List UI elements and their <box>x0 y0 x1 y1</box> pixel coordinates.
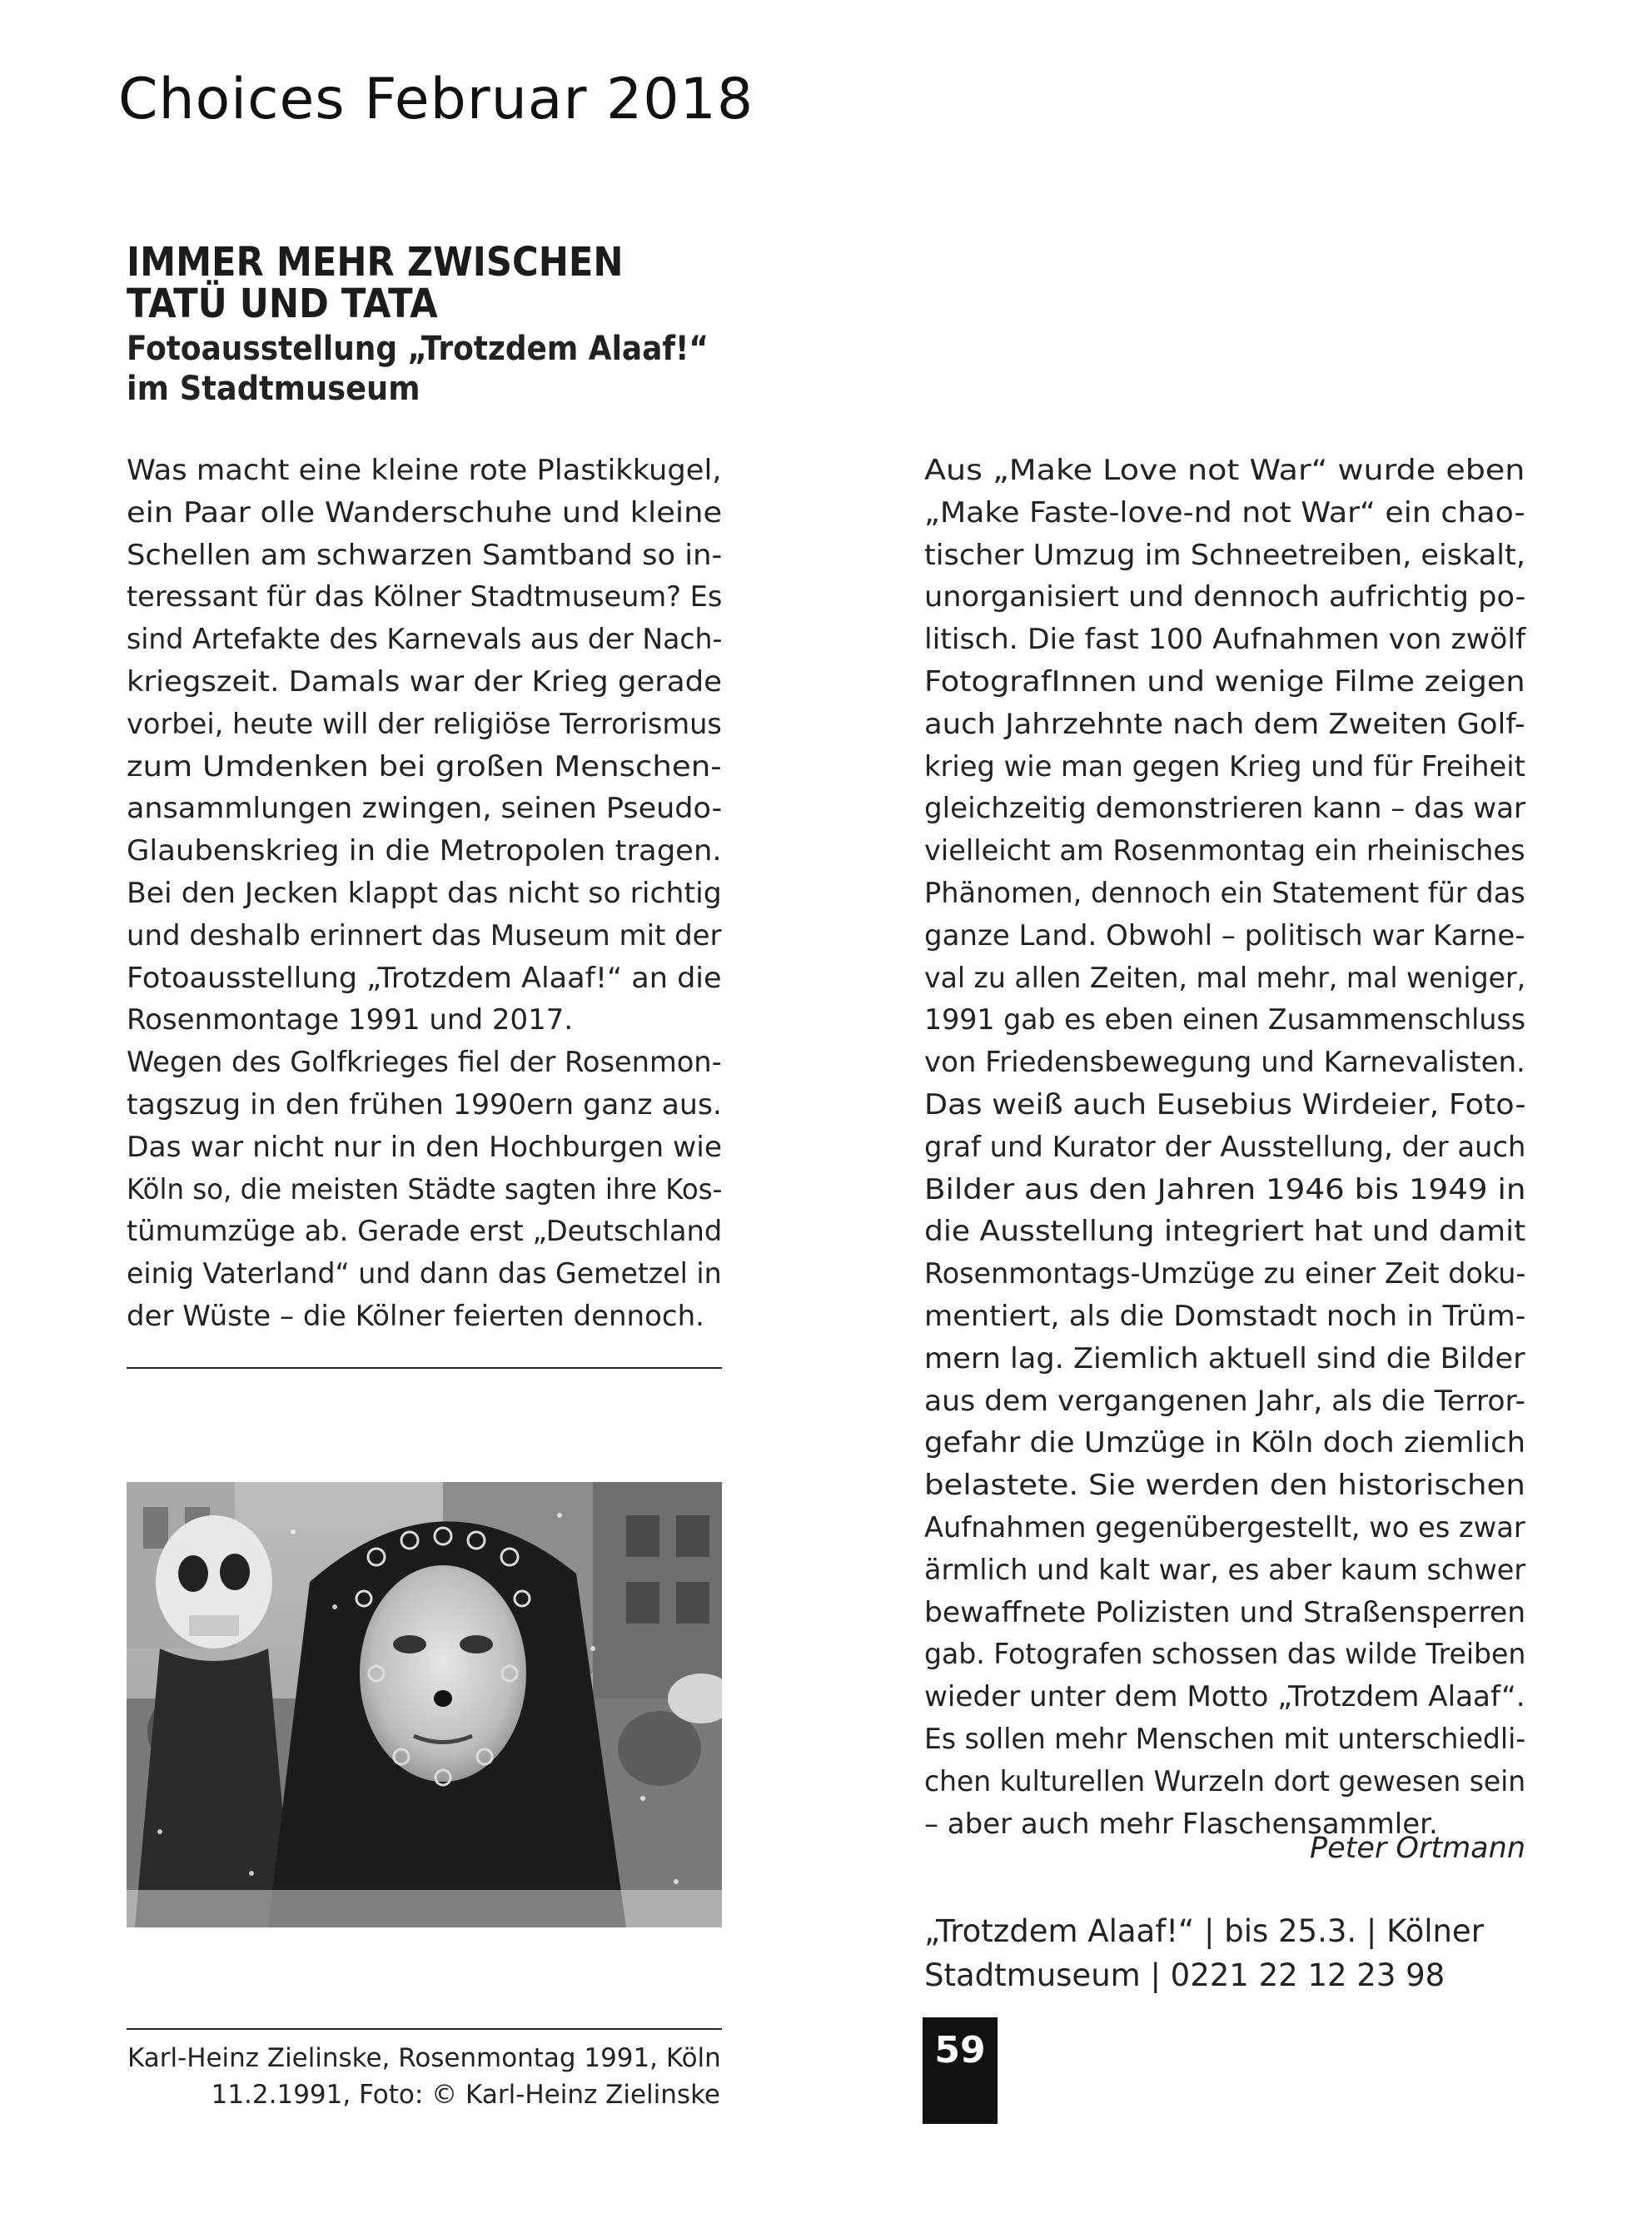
text-line: einig Vaterland“ und dann das Gemetzel in <box>127 1257 722 1291</box>
page-number: 59 <box>923 2017 998 2124</box>
text-line: Köln so, die meisten Städte sagten ihre Kos- <box>127 1172 723 1206</box>
text-line: vorbei, heute will der religiöse Terrorismus <box>127 707 722 741</box>
text-line: ärmlich und kalt war, es aber kaum schwer <box>924 1553 1526 1587</box>
text-line: von Friedensbewegung und Karnevalisten. <box>924 1046 1525 1080</box>
info-line: Stadtmuseum | 0221 22 12 23 98 <box>924 1957 1446 1993</box>
text-line: ansammlungen zwingen, seinen Pseudo- <box>127 792 723 826</box>
text-line: chen kulturellen Wurzeln dort gewesen sein <box>924 1764 1526 1798</box>
magazine-header: Choices Februar 2018 <box>118 67 754 132</box>
text-line: Schellen am schwarzen Samtband so in- <box>127 538 723 572</box>
text-line: Rosenmontage 1991 und 2017. <box>127 1003 574 1037</box>
text-line: der Wüste – die Kölner feierten dennoch. <box>127 1299 704 1333</box>
text-line: bewaffnete Polizisten und Straßensperren <box>924 1595 1526 1629</box>
text-line: „Make Faste-love-nd not War“ ein chao- <box>924 495 1525 530</box>
text-line: gefahr die Umzüge in Köln doch ziemlich <box>924 1426 1526 1460</box>
text-line: Rosenmontags-Umzüge zu einer Zeit doku- <box>924 1257 1526 1291</box>
carnival-photo-image <box>127 1482 722 1927</box>
text-line: FotografInnen und wenige Filme zeigen <box>924 664 1525 699</box>
caption-line: 11.2.1991, Foto: © Karl-Heinz Zielinske <box>211 2080 720 2110</box>
text-line: ein Paar olle Wanderschuhe und kleine <box>127 495 723 530</box>
text-line: gab. Fotografen schossen das wilde Treiben <box>924 1638 1526 1672</box>
text-line: tagszug in den frühen 1990ern ganz aus. <box>127 1087 722 1121</box>
photo-caption <box>127 2040 720 2113</box>
text-line: Phänomen, dennoch ein Statement für das <box>924 876 1525 910</box>
text-line: Aufnahmen gegenübergestellt, wo es zwar <box>924 1510 1525 1544</box>
text-line: graf und Kurator der Ausstellung, der auch <box>924 1130 1526 1164</box>
text-line: gleichzeitig demonstrieren kann – das war <box>924 792 1526 826</box>
text-line: mentiert, als die Domstadt noch in Trüm- <box>924 1299 1526 1333</box>
text-line: auch Jahrzehnte nach dem Zweiten Golf- <box>924 707 1525 741</box>
text-line: zum Umdenken bei großen Menschen- <box>127 749 722 783</box>
article-headline <box>127 241 666 325</box>
subhead-line: Fotoausstellung „Trotzdem Alaaf!“ <box>127 330 709 368</box>
text-line: teressant für das Kölner Stadtmuseum? Es <box>127 580 723 614</box>
text-line: sind Artefakte des Karnevals aus der Nach- <box>127 623 723 657</box>
article-text-right-column <box>924 450 1525 1845</box>
caption-line: Karl-Heinz Zielinske, Rosenmontag 1991, Köln <box>127 2043 721 2073</box>
text-line: val zu allen Zeiten, mal mehr, mal weniger, <box>924 961 1526 995</box>
divider-line <box>127 1367 722 1369</box>
text-line: tümumzüge ab. Gerade erst „Deutschland <box>127 1215 723 1249</box>
text-line: Was macht eine kleine rote Plastikkugel, <box>127 454 722 487</box>
subhead-line: im Stadtmuseum <box>127 370 420 408</box>
carnival-photo <box>127 1482 722 1927</box>
text-line: Das war nicht nur in den Hochburgen wie <box>127 1130 723 1164</box>
text-line: unorganisiert und dennoch aufrichtig po- <box>924 580 1526 614</box>
text-line: Bilder aus den Jahren 1946 bis 1949 in <box>924 1172 1526 1206</box>
article-subheadline <box>127 329 709 409</box>
text-line: Glaubenskrieg in die Metropolen tragen. <box>127 834 722 868</box>
info-line: „Trotzdem Alaaf!“ | bis 25.3. | Kölner <box>924 1913 1484 1949</box>
text-line: 1991 gab es eben einen Zusammenschluss <box>924 1003 1526 1037</box>
caption-divider-line <box>127 2028 722 2030</box>
text-line: mern lag. Ziemlich aktuell sind die Bilder <box>924 1341 1525 1375</box>
text-line: die Ausstellung integriert hat und damit <box>924 1215 1526 1249</box>
text-line: Aus „Make Love not War“ wurde eben <box>924 454 1525 487</box>
text-line: wieder unter dem Motto „Trotzdem Alaaf“. <box>924 1680 1525 1714</box>
text-line: vielleicht am Rosenmontag ein rheinisches <box>924 834 1525 868</box>
article-text-left-column <box>127 450 722 1338</box>
text-line: – aber auch mehr Flaschensammler. <box>924 1807 1438 1841</box>
text-line: Das weiß auch Eusebius Wirdeier, Foto- <box>924 1087 1526 1121</box>
headline-line: TATÜ UND TATA <box>127 281 438 327</box>
text-line: belastete. Sie werden den historischen <box>924 1469 1525 1503</box>
text-line: und deshalb erinnert das Museum mit der <box>127 918 722 952</box>
text-line: litisch. Die fast 100 Aufnahmen von zwölf <box>924 623 1526 657</box>
exhibition-info <box>924 1909 1525 1997</box>
text-line: Bei den Jecken klappt das nicht so richtig <box>127 876 722 910</box>
headline-line: IMMER MEHR ZWISCHEN <box>127 239 624 286</box>
text-line: aus dem vergangenen Jahr, als die Terror- <box>924 1384 1525 1418</box>
text-line: Es sollen mehr Menschen mit unterschiedli- <box>924 1722 1526 1756</box>
text-line: kriegszeit. Damals war der Krieg gerade <box>127 664 722 699</box>
text-line: Wegen des Golfkrieges fiel der Rosenmon- <box>127 1046 722 1080</box>
text-line: Fotoausstellung „Trotzdem Alaaf!“ an die <box>127 961 722 995</box>
text-line: tischer Umzug im Schneetreiben, eiskalt, <box>924 538 1525 572</box>
text-line: krieg wie man gegen Krieg und für Freiheit <box>924 749 1525 783</box>
article-author: Peter Ortmann <box>1310 1832 1525 1865</box>
text-line: ganze Land. Obwohl – politisch war Karne- <box>924 918 1525 952</box>
